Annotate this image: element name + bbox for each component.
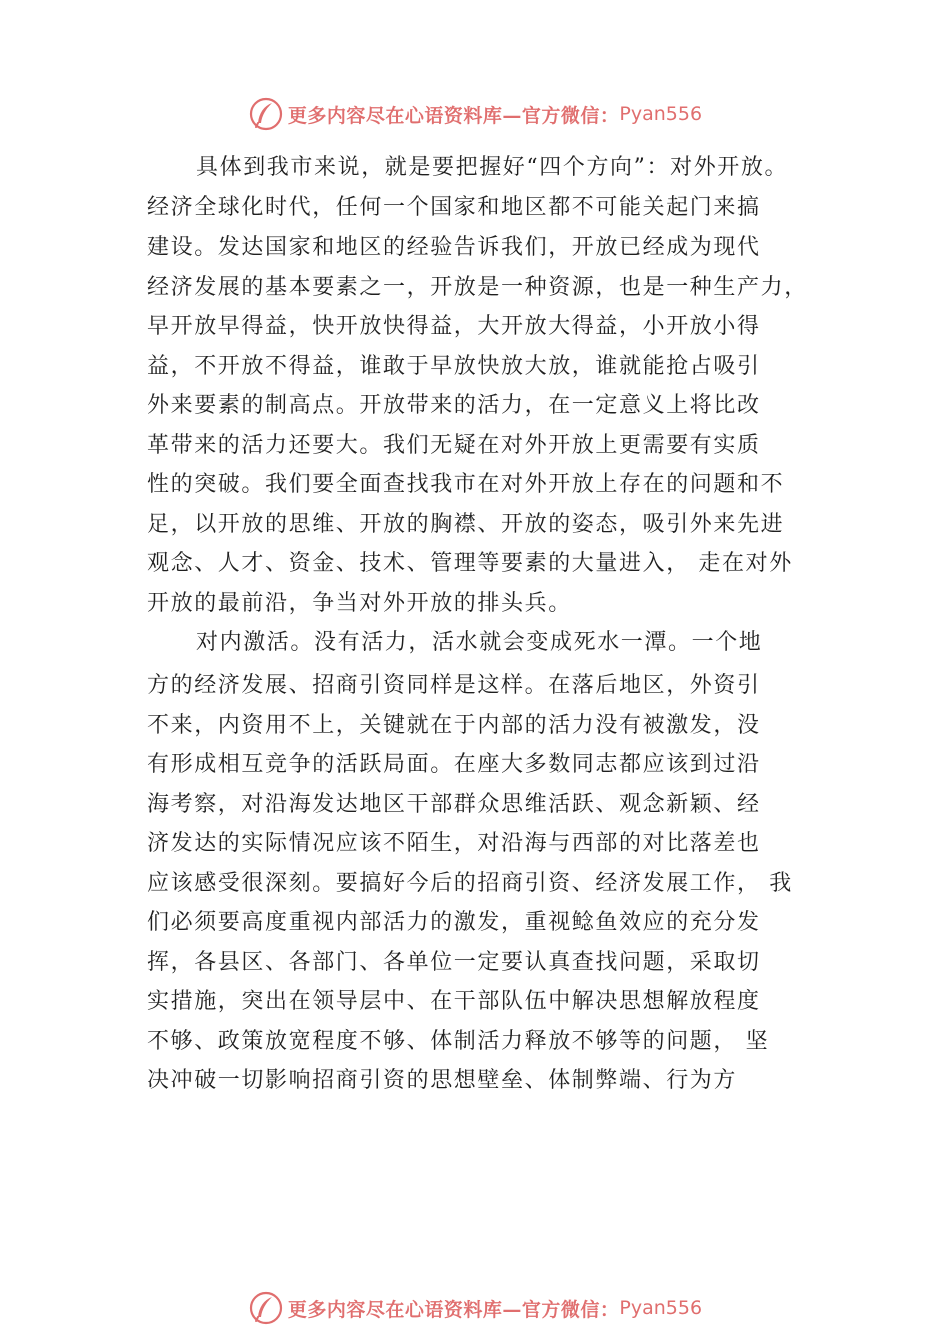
paragraph-1-line-7: 外来要素的制高点。开放带来的活力，在一定意义上将比改 (147, 393, 761, 418)
paragraph-2-line-12: 决冲破一切影响招商引资的思想壁垒、体制弊端、行为方 (147, 1068, 738, 1093)
feather-pen-logo-icon (248, 1290, 284, 1326)
paragraph-2-line-5: 海考察，对沿海发达地区干部群众思维活跃、观念新颖、经 (147, 792, 761, 817)
paragraph-1-line-8: 革带来的活力还要大。我们无疑在对外开放上更需要有实质 (147, 433, 761, 458)
paragraph-2-line-10: 实措施，突出在领导层中、在干部队伍中解决思想解放程度 (147, 989, 761, 1014)
paragraph-1-line-2: 经济全球化时代，任何一个国家和地区都不可能关起门来搞 (147, 195, 761, 220)
paragraph-2-line-4: 有形成相互竞争的活跃局面。在座大多数同志都应该到过沿 (147, 752, 761, 777)
banner-text: 更多内容尽在心语资料库—官方微信： (287, 1298, 620, 1321)
paragraph-2-line-1: 对内激活。没有活力，活水就会变成死水一潭。一个地 (196, 630, 763, 655)
paragraph-2-line-3: 不来，内资用不上，关键就在于内部的活力没有被激发，没 (147, 713, 761, 738)
paragraph-1-line-9: 性的突破。我们要全面查找我市在对外开放上存在的问题和不 (147, 472, 785, 497)
paragraph-1-line-4: 经济发展的基本要素之一，开放是一种资源，也是一种生产力， (147, 275, 808, 300)
paragraph-1-line-10: 足，以开放的思维、开放的胸襟、开放的姿态，吸引外来先进 (147, 512, 785, 537)
paragraph-2-line-7: 应该感受很深刻。要搞好今后的招商引资、经济发展工作， 我 (147, 871, 793, 896)
paragraph-1-line-6: 益，不开放不得益，谁敢于早放快放大放，谁就能抢占吸引 (147, 354, 761, 379)
paragraph-2-line-2: 方的经济发展、招商引资同样是这样。在落后地区，外资引 (147, 673, 761, 698)
paragraph-1-line-3: 建设。发达国家和地区的经验告诉我们，开放已经成为现代 (147, 235, 761, 260)
footer-banner (0, 1288, 950, 1328)
paragraph-1-line-12: 开放的最前沿，争当对外开放的排头兵。 (147, 591, 572, 616)
paragraph-1-line-1: 具体到我市来说，就是要把握好“四个方向”：对外开放。 (196, 155, 789, 180)
paragraph-1-line-11: 观念、人才、资金、技术、管理等要素的大量进入， 走在对外 (147, 551, 793, 576)
paragraph-2-line-9: 挥，各县区、各部门、各单位一定要认真查找问题，采取切 (147, 950, 761, 975)
paragraph-1-line-5: 早开放早得益，快开放快得益，大开放大得益，小开放小得 (147, 314, 761, 339)
banner-wechat-handle: Pyan556 (619, 103, 703, 125)
banner-text: 更多内容尽在心语资料库—官方微信： (287, 104, 620, 127)
paragraph-2-line-8: 们必须要高度重视内部活力的激发，重视鲶鱼效应的充分发 (147, 910, 761, 935)
banner-wechat-handle: Pyan556 (619, 1297, 703, 1319)
paragraph-2-line-6: 济发达的实际情况应该不陌生，对沿海与西部的对比落差也 (147, 831, 761, 856)
paragraph-2-line-11: 不够、政策放宽程度不够、体制活力释放不够等的问题， 坚 (147, 1029, 770, 1054)
